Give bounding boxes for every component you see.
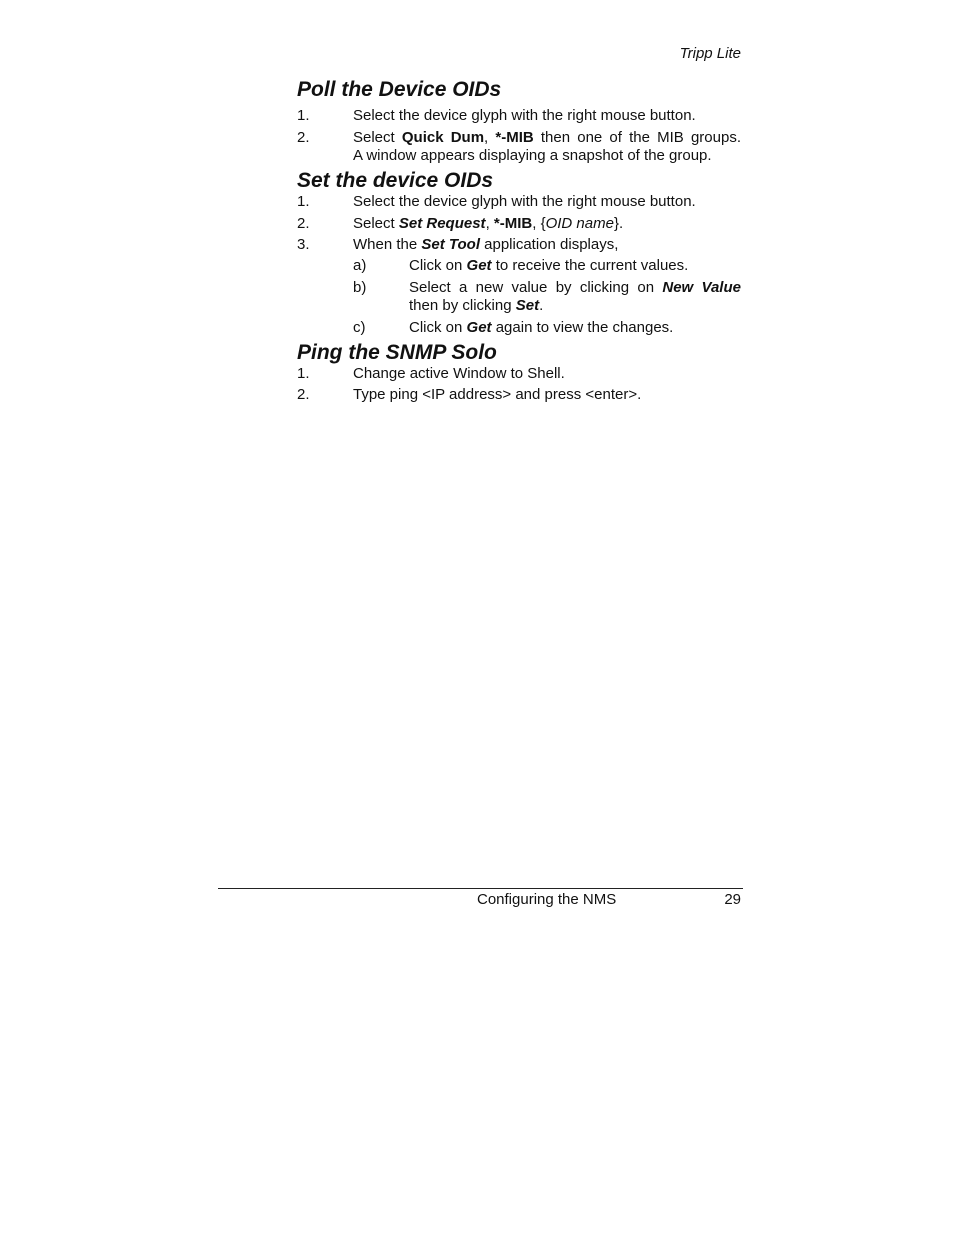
placeholder-oid-name: OID name xyxy=(545,215,614,232)
step-number: 2. xyxy=(297,129,310,146)
button-term-get: Get xyxy=(466,319,492,336)
text-run: application displays, xyxy=(479,236,619,253)
text-run: Select xyxy=(353,129,402,146)
menu-term-mib: *-MIB xyxy=(495,129,534,146)
text-run: Click on xyxy=(409,319,467,336)
menu-term-set-request: Set Request xyxy=(398,215,486,232)
text-run: , xyxy=(484,129,496,146)
substep-text xyxy=(409,279,741,296)
section-title-set: Set the device OIDs xyxy=(297,169,494,192)
footer-title: Configuring the NMS xyxy=(477,891,617,908)
text-run: to receive the current values. xyxy=(491,257,689,274)
text-run: , { xyxy=(532,215,546,232)
header-brand: Tripp Lite xyxy=(679,45,741,62)
substep-text xyxy=(409,319,673,336)
text-run: When the xyxy=(353,236,422,253)
text-run: Select xyxy=(353,215,399,232)
step-number: 3. xyxy=(297,236,310,253)
text-run: Click on xyxy=(409,257,467,274)
menu-term-quick-dum: Quick Dum xyxy=(401,129,485,146)
substep-text xyxy=(409,257,688,274)
text-run: Select a new value by clicking on xyxy=(409,279,663,296)
step-number: 1. xyxy=(297,193,310,210)
text-run: }. xyxy=(613,215,624,232)
step-number: 1. xyxy=(297,107,310,124)
step-text: Change active Window to Shell. xyxy=(353,365,565,382)
substep-label: a) xyxy=(353,257,367,274)
step-number: 2. xyxy=(297,215,310,232)
step-number: 1. xyxy=(297,365,310,382)
step-text: Select the device glyph with the right mouse button. xyxy=(353,193,696,210)
text-run: . xyxy=(539,297,544,314)
field-term-new-value: New Value xyxy=(662,279,741,296)
step-text xyxy=(353,215,623,232)
section-title-ping: Ping the SNMP Solo xyxy=(297,341,497,364)
section-title-poll: Poll the Device OIDs xyxy=(297,78,502,101)
footer-rule xyxy=(218,888,743,889)
menu-term-mib: *-MIB xyxy=(493,215,533,232)
substep-label: c) xyxy=(353,319,366,336)
step-text xyxy=(353,129,741,146)
app-term-set-tool: Set Tool xyxy=(421,236,480,253)
text-run: then by clicking xyxy=(409,297,516,314)
button-term-set: Set xyxy=(515,297,540,314)
text-run: , xyxy=(485,215,494,232)
step-text-continued: A window appears displaying a snapshot of the group. xyxy=(353,147,712,164)
text-run: then one of the MIB groups. xyxy=(533,129,741,146)
step-text: Type ping <IP address> and press <enter>. xyxy=(353,386,642,403)
step-text xyxy=(353,236,618,253)
step-text: Select the device glyph with the right mouse button. xyxy=(353,107,696,124)
button-term-get: Get xyxy=(466,257,492,274)
step-number: 2. xyxy=(297,386,310,403)
text-run: again to view the changes. xyxy=(491,319,674,336)
substep-label: b) xyxy=(353,279,367,296)
substep-text-continued xyxy=(409,297,543,314)
page-number: 29 xyxy=(724,891,741,908)
